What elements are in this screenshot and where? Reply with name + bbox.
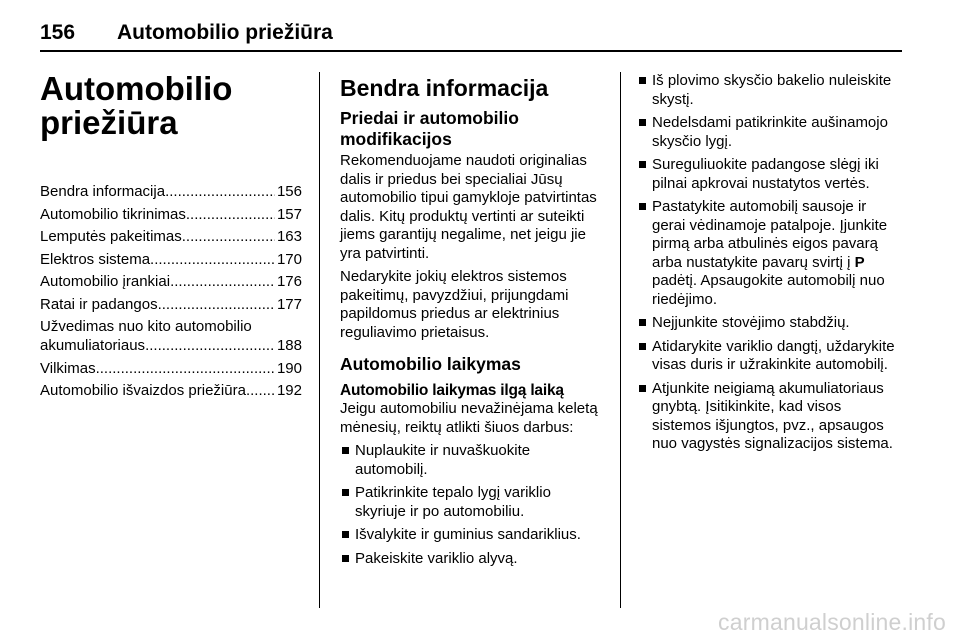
paragraph: Rekomenduojame naudoti originalias dalis ir priedus bei specialiai Jūsų automobilio tipui gamykloje patvirtintas dalis. Kitų produktų vertinti ar suteikti jiems garantijų negalime, net jeigu jie yra patvirtinti.: [340, 152, 597, 262]
list-item: Sureguliuokite padangose slėgį iki pilnai apkrovai nustatytos vertės.: [637, 156, 903, 193]
toc-item[interactable]: Bendra informacija ..... 156: [40, 182, 302, 201]
toc-page-number: 176: [276, 273, 302, 290]
gear-position-p: P: [854, 253, 865, 271]
bullet-square-icon: [342, 555, 349, 562]
list-item: Atjunkite neigiamą akumuliatoriaus gnybtą. Įsitikinkite, kad visos sistemos išjungtos, pvz., apsaugos nuo vagystės signalizacijos sistema.: [637, 380, 903, 454]
page-number: 156: [40, 21, 76, 44]
bullet-square-icon: [639, 385, 646, 392]
column-divider: [319, 72, 320, 608]
watermark: carmanualsonline.info: [718, 609, 946, 635]
toc-item[interactable]: Automobilio tikrinimas ..... 157: [40, 205, 302, 224]
list-item: Pakeiskite variklio alyvą.: [340, 550, 604, 569]
toc-item[interactable]: Lemputės pakeitimas ..... 163: [40, 227, 302, 246]
chapter-title-line2: priežiūra: [40, 104, 178, 141]
toc-column: [40, 72, 302, 404]
paragraph: Jeigu automobiliu nevažinėjama keletą mėnesių, reiktų atlikti šiuos darbus:: [340, 400, 598, 436]
toc-item[interactable]: Vilkimas ..... 190: [40, 359, 302, 378]
column-divider: [620, 72, 621, 608]
toc-page-number: 156: [276, 183, 302, 200]
header-title: Automobilio priežiūra: [117, 21, 333, 44]
bullet-square-icon: [639, 343, 646, 350]
subsection-heading-long-storage: Automobilio laikymas ilgą laiką: [340, 382, 564, 399]
paragraph: Nedarykite jokių elektros sistemos pakeitimų, pavyzdžiui, prijungdami papildomus priedus ar elektrinius reguliavimo prietaisus.: [340, 268, 569, 341]
section-heading-general: Bendra informacija: [340, 75, 549, 101]
page-header: [40, 18, 902, 52]
toc-item[interactable]: Ratai ir padangos ..... 177: [40, 295, 302, 314]
bullet-square-icon: [639, 77, 646, 84]
toc-page-number: 188: [276, 337, 302, 354]
list-item: Patikrinkite tepalo lygį variklio skyriuje ir po automobiliu.: [340, 484, 604, 521]
bullet-square-icon: [639, 319, 646, 326]
chapter-title-line1: Automobilio: [40, 70, 233, 107]
bullet-square-icon: [639, 161, 646, 168]
list-item: Nuplaukite ir nuvaškuokite automobilį.: [340, 442, 604, 479]
list-item: Nejjunkite stovėjimo stabdžių.: [637, 314, 903, 333]
storage-steps-list-continued: [637, 72, 903, 454]
toc-page-number: 177: [276, 295, 302, 313]
section-heading-storage: Automobilio laikymas: [340, 354, 521, 374]
list-item: Išvalykite ir guminius sandariklius.: [340, 526, 604, 545]
bullet-square-icon: [342, 447, 349, 454]
toc-item[interactable]: Automobilio išvaizdos priežiūra ..... 192: [40, 381, 302, 400]
bullet-square-icon: [639, 203, 646, 210]
list-item: Nedelsdami patikrinkite aušinamojo skysčio lygį.: [637, 114, 903, 151]
toc-page-number: 170: [276, 250, 302, 268]
list-item: Pastatykite automobilį sausoje ir gerai vėdinamoje patalpoje. Įjunkite pirmą arba atbulinės eigos pavarą arba nustatykite pavarų svirtį į P padėtį. Apsaugokite automobilį nuo riedėjimo.: [637, 198, 903, 309]
bullet-square-icon: [639, 119, 646, 126]
content-column-right: [637, 72, 903, 459]
chapter-title: [40, 72, 302, 140]
bullet-square-icon: [342, 531, 349, 538]
toc-page-number: 157: [276, 205, 302, 223]
table-of-contents: [40, 182, 302, 400]
list-item: Iš plovimo skysčio bakelio nuleiskite skystį.: [637, 72, 903, 109]
storage-steps-list: [340, 442, 604, 568]
toc-item[interactable]: Elektros sistema ..... 170: [40, 250, 302, 269]
toc-item[interactable]: Užvedimas nuo kito automobilio akumuliatoriaus ..... 188: [40, 317, 302, 355]
subsection-heading-accessories: Priedai ir automobilio modifikacijos: [340, 108, 519, 149]
bullet-square-icon: [342, 489, 349, 496]
toc-page-number: 190: [276, 359, 302, 377]
toc-page-number: 163: [276, 228, 302, 245]
list-item: Atidarykite variklio dangtį, uždarykite visas duris ir užrakinkite automobilį.: [637, 338, 903, 375]
content-column-middle: [340, 72, 604, 573]
toc-page-number: 192: [276, 382, 302, 399]
toc-item[interactable]: Automobilio įrankiai ..... 176: [40, 272, 302, 291]
